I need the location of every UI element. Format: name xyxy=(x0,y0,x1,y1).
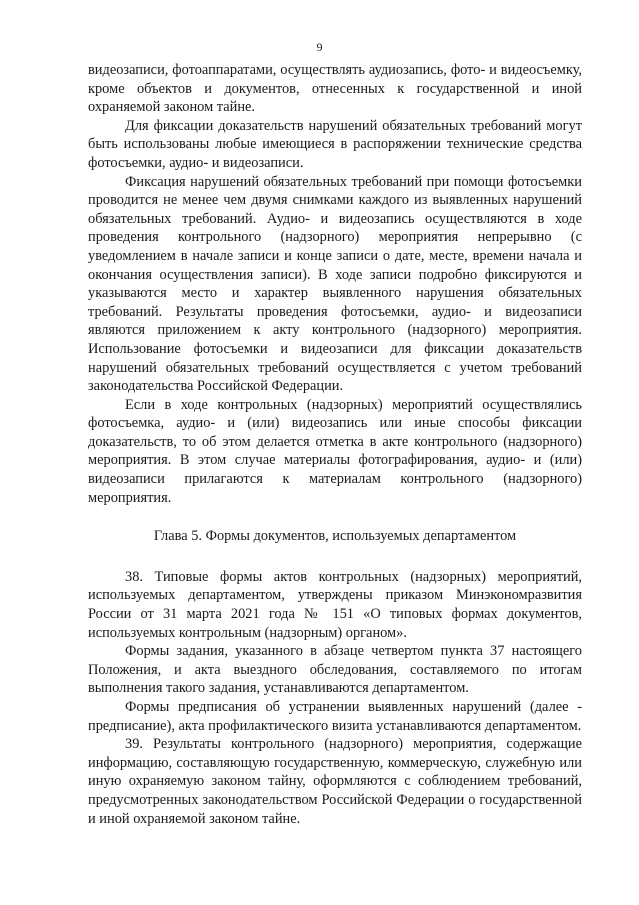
paragraph-item-38: 38. Типовые формы актов контрольных (надзорных) мероприятий, используемых департаментом, утверждены приказом Минэкономразвития России от 31 марта 2021 года № 151 «О типовых формах документов, используемых контрольным (надзорным) органом». xyxy=(88,568,582,641)
chapter-heading: Глава 5. Формы документов, используемых департаментом xyxy=(153,528,517,545)
paragraph-task-forms: Формы задания, указанного в абзаце четвертом пункта 37 настоящего Положения, и акта выездного обследования, составляемого по итогам выполнения такого задания, устанавливаются департаментом. xyxy=(88,643,582,697)
document-body xyxy=(88,61,582,828)
page-number: 9 xyxy=(316,40,323,54)
paragraph-continuation: видеозаписи, фотоаппаратами, осуществлять аудиозапись, фото- и видеосъемку, кроме объектов и документов, отнесенных к государственной и иной охраняемой законом тайне. xyxy=(88,62,582,116)
paragraph-item-39: 39. Результаты контрольного (надзорного) мероприятия, содержащие информацию, составляющую государственную, коммерческую, служебную или иную охраняемую законом тайну, оформляются с соблюдением требований, предусмотренных законодательством Российской Федерации о государственной и иной охраняемой законом тайне. xyxy=(88,736,582,827)
paragraph-violation-recording: Фиксация нарушений обязательных требований при помощи фотосъемки проводится не менее чем двумя снимками каждого из выявленных нарушений обязательных требований. Аудио- и видеозапись осуществляются в ходе проведения контрольного (надзорного) мероприятия непрерывно (с уведомлением в начале записи и конце записи о дате, месте, времени начала и окончания осуществления записи). В ходе записи подробно фиксируются и указываются место и характер выявленного нарушения обязательных требований. Результаты проведения фотосъемки, аудио- и видеозаписи являются приложением к акту контрольного (надзорного) мероприятия. Использование фотосъемки и видеозаписи для фиксации доказательств нарушений обязательных требований осуществляется с учетом требований законодательства Российской Федерации. xyxy=(88,173,582,395)
paragraph-act-note: Если в ходе контрольных (надзорных) мероприятий осуществлялись фотосъемка, аудио- и (или) видеозапись или иные способы фиксации доказательств, то об этом делается отметка в акте контрольного (надзорного) мероприятия. В этом случае материалы фотографирования, аудио- и (или) видеозаписи прилагаются к материалам контрольного (надзорного) мероприятия. xyxy=(88,396,582,506)
paragraph-order-forms: Формы предписания об устранении выявленных нарушений (далее - предписание), акта профилактического визита устанавливаются департаментом. xyxy=(88,699,582,734)
paragraph-evidence-means: Для фиксации доказательств нарушений обязательных требований могут быть использованы любые имеющиеся в распоряжении технические средства фотосъемки, аудио- и видеозаписи. xyxy=(88,117,582,171)
